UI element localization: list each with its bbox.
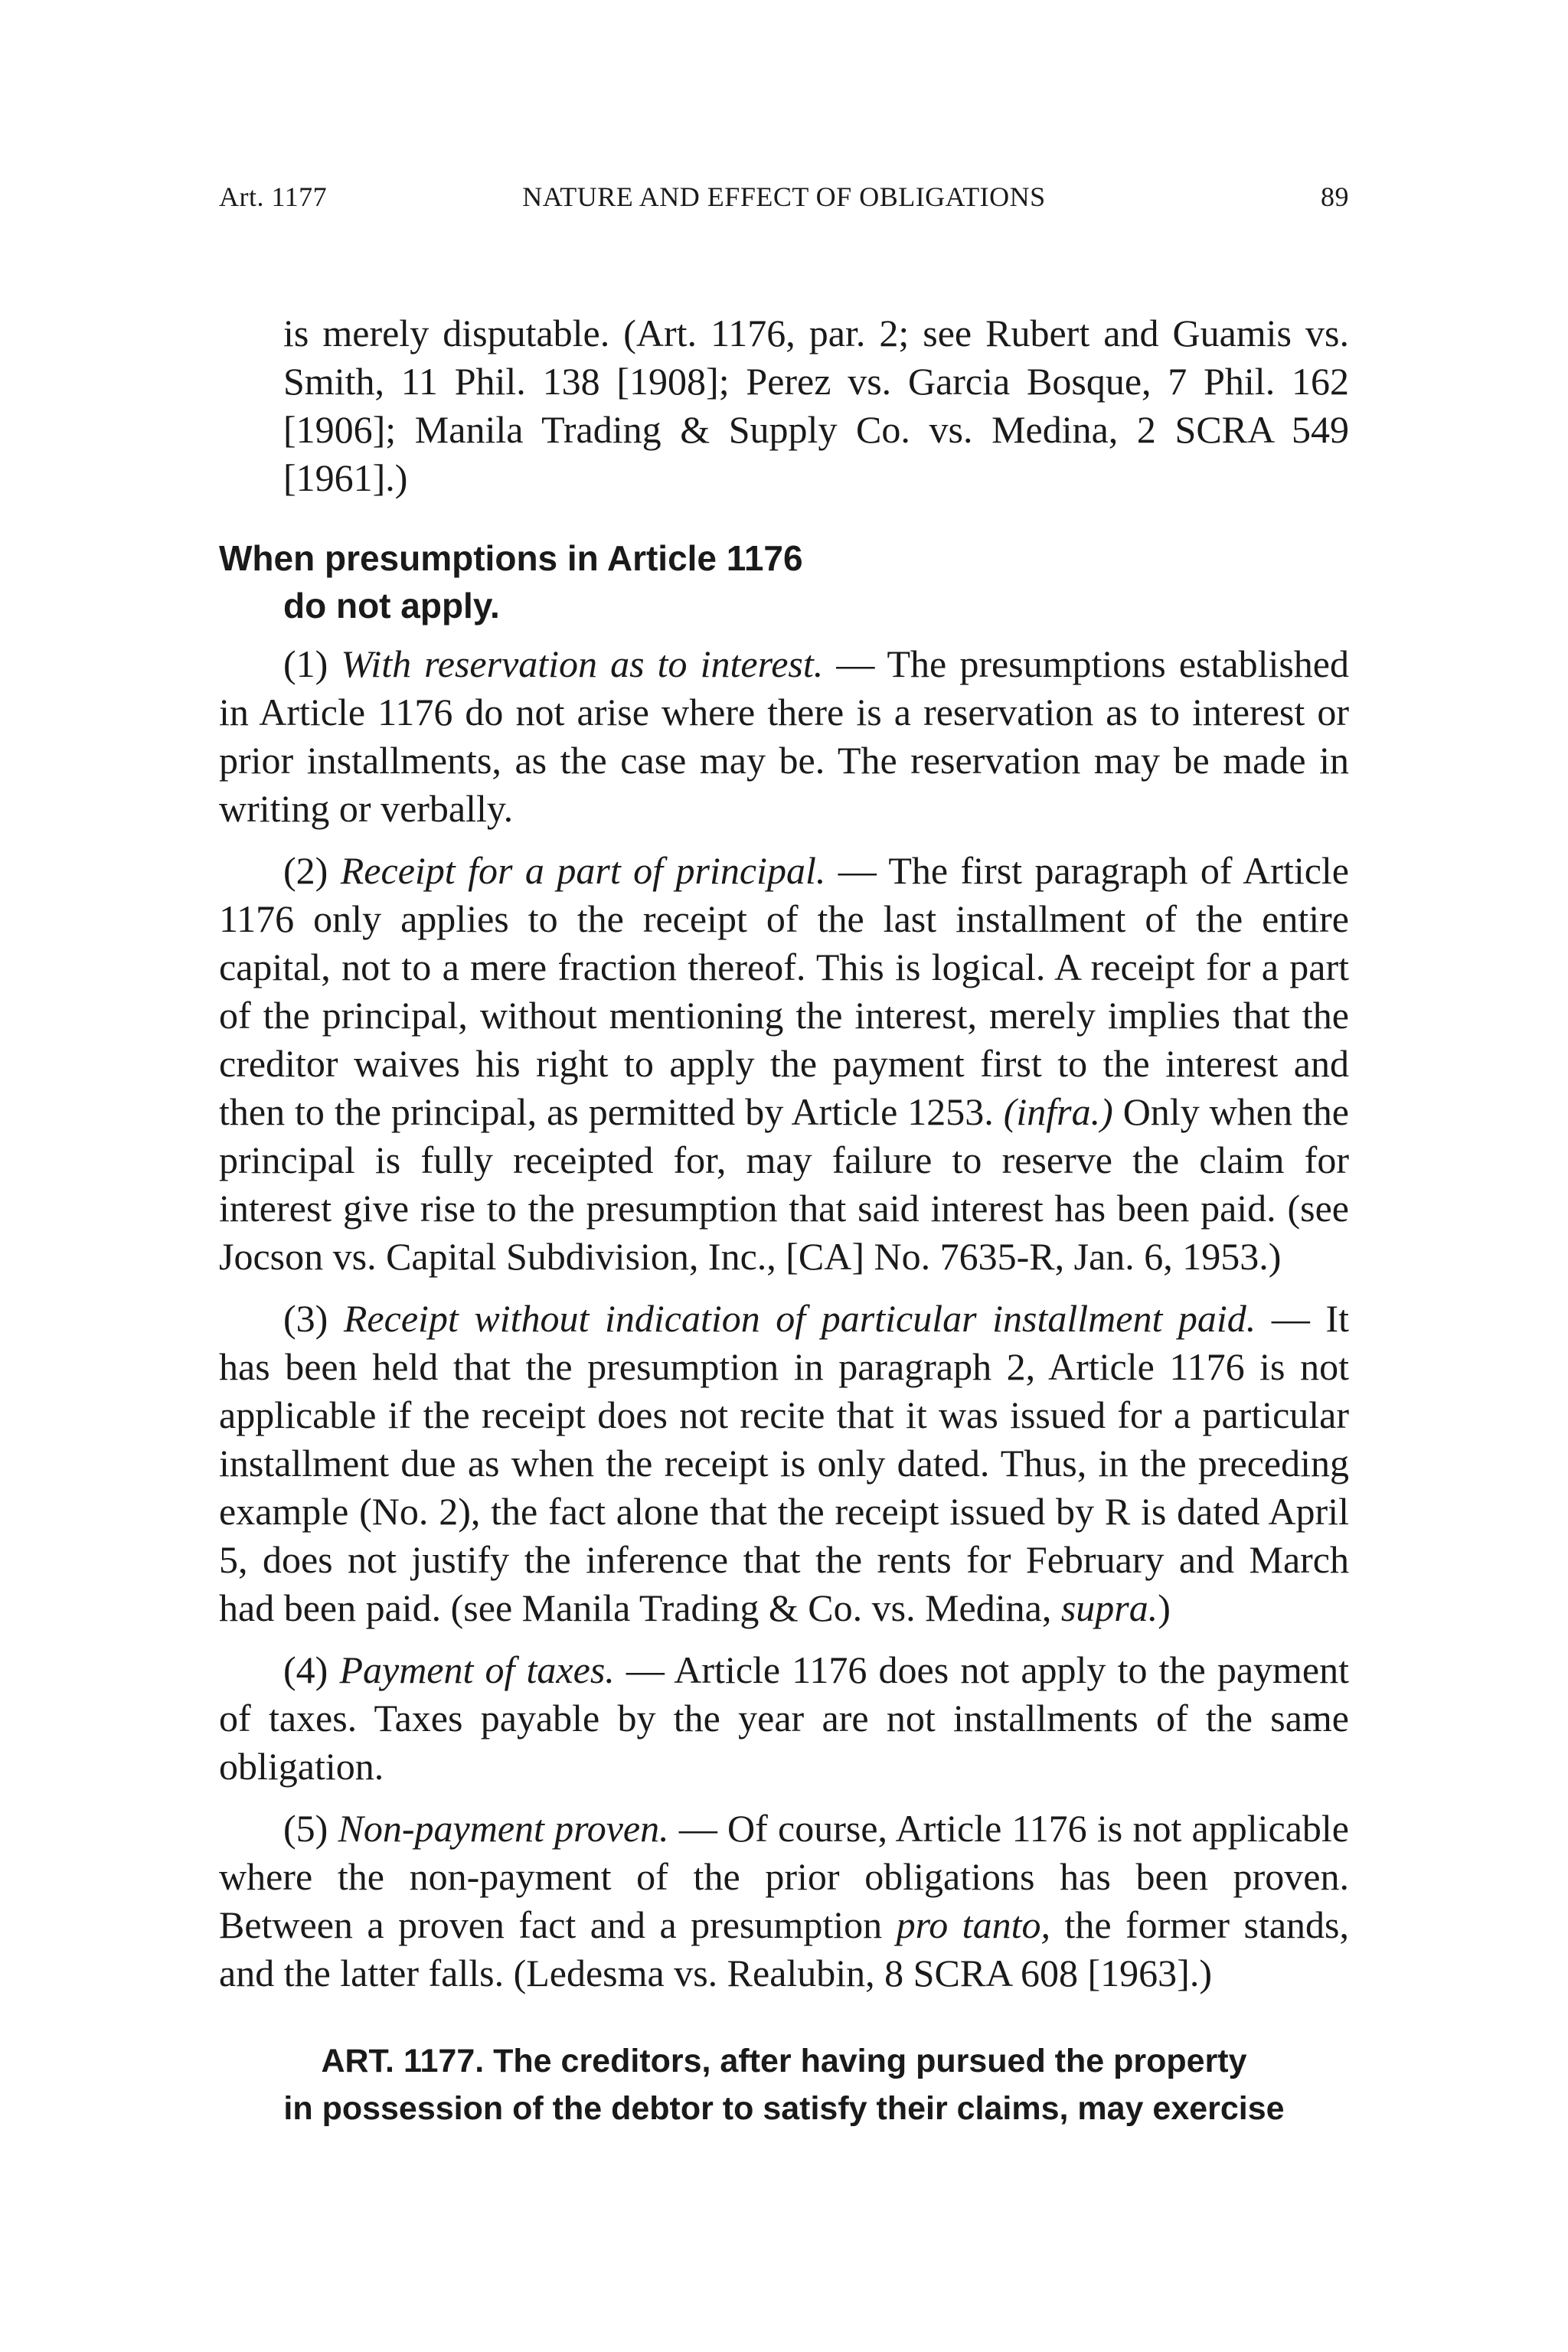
item-text: — It has been held that the presumption in paragraph 2, Article 1176 is not applicable if the receipt does not recite that it was issued for a particular installment due as when the receipt is only dated. Thus, in the preceding example (No. 2), the fact alone that the receipt issued by R is dated April 5, does not justify the inference that the rents for February and March had been paid. (see Manila Trading & Co. vs. Medina, xyxy=(219,1297,1350,1629)
item-number: (4) xyxy=(283,1648,328,1691)
item-number: (5) xyxy=(283,1807,328,1850)
item-title: Payment of taxes. xyxy=(339,1648,615,1691)
item-text: — Of course, Article 1176 is not applicable where the non-payment of the prior obligations has been proven. Between a proven fact and a presumption xyxy=(219,1807,1349,1946)
item-title: With reservation as to interest. xyxy=(341,642,824,685)
item-paragraph-4 xyxy=(219,1646,1349,1791)
page-body xyxy=(219,309,1349,2132)
item-text: — The presumptions established in Article 1176 do not arise where there is a reservation as to interest or prior installments, as the case may be. The reservation may be made in writing or verbally. xyxy=(219,642,1350,830)
item-title: Non-payment proven. xyxy=(338,1807,669,1850)
item-text: — The first paragraph of Article 1176 only applies to the receipt of the last installment of the entire capital, not to a mere fraction thereof. This is logical. A receipt for a part of the principal, without mentioning the interest, merely implies that the creditor waives his right to apply the payment first to the interest and then to the principal, as permitted by Article 1253. xyxy=(219,849,1349,1133)
section-heading-line2: do not apply. xyxy=(283,586,500,626)
article-heading-line1: ART. 1177. The creditors, after having pursued the property xyxy=(321,2043,1247,2079)
running-head-title: NATURE AND EFFECT OF OBLIGATIONS xyxy=(522,181,1046,212)
page-number: 89 xyxy=(1321,181,1349,212)
running-head-article: Art. 1177 xyxy=(219,181,328,212)
item-text-continued: ) xyxy=(1158,1586,1171,1629)
item-title: Receipt without indication of particular installment paid. xyxy=(343,1297,1256,1340)
item-number: (3) xyxy=(283,1297,328,1340)
section-heading xyxy=(219,534,1349,629)
running-head xyxy=(219,181,1349,217)
article-heading xyxy=(219,2037,1349,2132)
item-text-continued: the former stands, and the latter falls. (Ledesma vs. Realubin, 8 SCRA 608 [1963].) xyxy=(219,1903,1350,1994)
item-number: (2) xyxy=(283,849,328,892)
item-paragraph-5 xyxy=(219,1805,1349,1998)
item-italic-reference: supra. xyxy=(1060,1586,1158,1629)
item-paragraph-2 xyxy=(219,847,1349,1281)
carryover-paragraph: is merely disputable. (Art. 1176, par. 2; see Rubert and Guamis vs. Smith, 11 Phil. 138 [1908]; Perez vs. Garcia Bosque, 7 Phil. 162 [1906]; Manila Trading & Supply Co. vs. Medina, 2 SCRA 549 [1961].) xyxy=(283,312,1349,499)
item-number: (1) xyxy=(283,642,328,685)
item-italic-reference: (infra.) xyxy=(1003,1090,1113,1133)
item-paragraph-3 xyxy=(219,1295,1349,1632)
item-title: Receipt for a part of principal. xyxy=(340,849,826,892)
item-text-continued: Only when the principal is fully receipted for, may failure to reserve the claim for interest give rise to the presumption that said interest has been paid. (see Jocson vs. Capital Subdivision, Inc., [CA] No. 7635-R, Jan. 6, 1953.) xyxy=(219,1090,1349,1278)
article-heading-line2: in possession of the debtor to satisfy their claims, may exercise xyxy=(283,2090,1285,2127)
item-text: — Article 1176 does not apply to the payment of taxes. Taxes payable by the year are not installments of the same obligation. xyxy=(219,1648,1349,1788)
section-heading-line1: When presumptions in Article 1176 xyxy=(219,538,803,578)
item-italic-reference: pro tanto, xyxy=(896,1903,1050,1946)
item-paragraph-1 xyxy=(219,640,1349,833)
